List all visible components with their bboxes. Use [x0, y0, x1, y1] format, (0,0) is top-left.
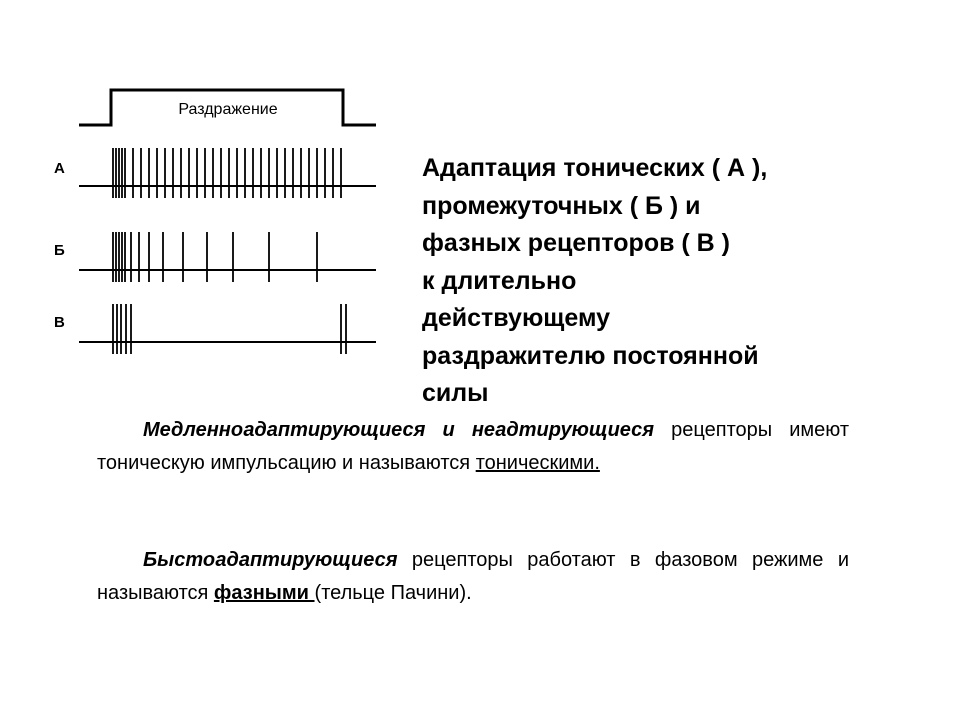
- phasic-term: Быстоадаптирующиеся: [143, 549, 398, 571]
- phasic-text: рецепторы работают в фазовом режиме и называются: [97, 549, 849, 604]
- title-line: фазных рецепторов ( В ): [422, 229, 730, 257]
- phasic-text-end: (тельце Пачини).: [314, 582, 472, 604]
- row-label-v: В: [54, 314, 65, 331]
- title-line: действующему: [422, 304, 611, 332]
- title-line: промежуточных ( Б ) и: [422, 191, 701, 220]
- tonic-underlined: тоническими.: [475, 452, 600, 474]
- phasic-receptors-paragraph: [97, 544, 849, 610]
- tonic-term: Медленноадаптирующиеся и неадтирующиеся: [143, 419, 655, 441]
- slide-title: [422, 150, 892, 413]
- row-label-b: Б: [54, 242, 65, 259]
- tonic-receptors-paragraph: [97, 414, 849, 480]
- phasic-underlined: фазными: [213, 582, 315, 604]
- title-line: к длительно: [422, 266, 577, 295]
- row-label-a: А: [54, 160, 65, 177]
- title-line: силы: [422, 379, 489, 407]
- title-line: Адаптация тонических ( А ),: [422, 154, 768, 182]
- tonic-text: рецепторы имеют тоническую импульсацию и называются: [97, 419, 849, 474]
- title-line: раздражителю постоянной: [422, 341, 759, 370]
- stimulus-label: Раздражение: [178, 101, 278, 118]
